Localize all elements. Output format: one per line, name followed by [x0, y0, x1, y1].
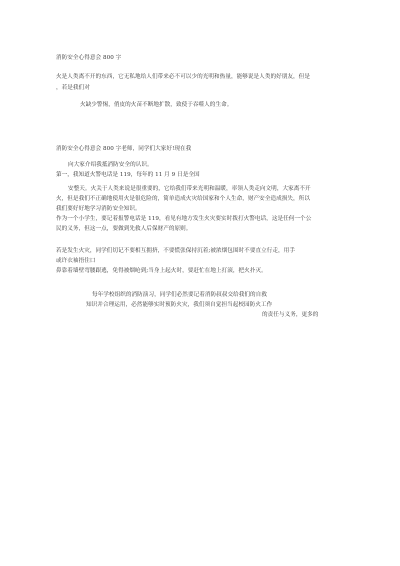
paragraph-line: ，若是我们对: [56, 85, 90, 91]
paragraph-line: 民的义务，但这一点，要做到先救人后保财产的原则。: [56, 226, 192, 232]
paragraph-line: 知识并合理运用，必然能够实时预防火灾，我们须自觉担当起校园防火工作: [86, 302, 273, 308]
paragraph-line: 若是发生火灾，同学们切记不要相互拥挤，不要慌张保持沉着;被浓烟包围时不要直立行走，用手: [56, 248, 295, 254]
paragraph-line: 我们要好好地学习消防安全知识。: [56, 206, 141, 212]
section1-title: 消防安全心得意会 800 字: [56, 55, 122, 61]
paragraph-line: 的责任与义务，更多的: [262, 312, 319, 318]
paragraph-line: 安整天。火关于人类来说是很重要的，它给我们带来光明和温暖，率领人类走向文明，大家离不开: [68, 186, 311, 192]
paragraph-line: 每年学校组织的消防演习，同学们必然要记着消防叔叔交给我们的自救: [92, 292, 267, 298]
paragraph-line: 第一，我知道火警电话是 119，每年的 11 月 9 日是全国: [56, 172, 200, 178]
paragraph-line: 向大家介绍我抵消防安全的认识。: [68, 162, 153, 168]
paragraph-line: 或许衣袖捂住口: [56, 258, 96, 264]
section2-title: 消防安全心得意会 800 字老师，同学们大家好!现在我: [56, 146, 192, 152]
paragraph-line: 火，但是我们不正确地使用火是很危险的，简单造成火灾给国家和个人生命，财产安全造成损失，所以: [56, 196, 310, 202]
paragraph-line: 火缺少警惕，俏皮的火苗不断地扩散，致使于吞噬人的生命。: [80, 102, 233, 108]
paragraph-line: 作为一个小学生，要记着报警电话是 119，看见有地方发生火灾要实时拨打火警电话，这是任何一个公: [56, 216, 312, 222]
paragraph-line: 火是人类离不开的东西，它无私地给人们带来必不可以少的光明和热量，能够说是人类的好朋友，但是: [56, 74, 310, 80]
paragraph-line: 鼻靠着墙壁弯腰跟逃，免得被烟呛到;当身上起火时，要赶忙在地上打滚，把火扑灭。: [56, 268, 267, 274]
